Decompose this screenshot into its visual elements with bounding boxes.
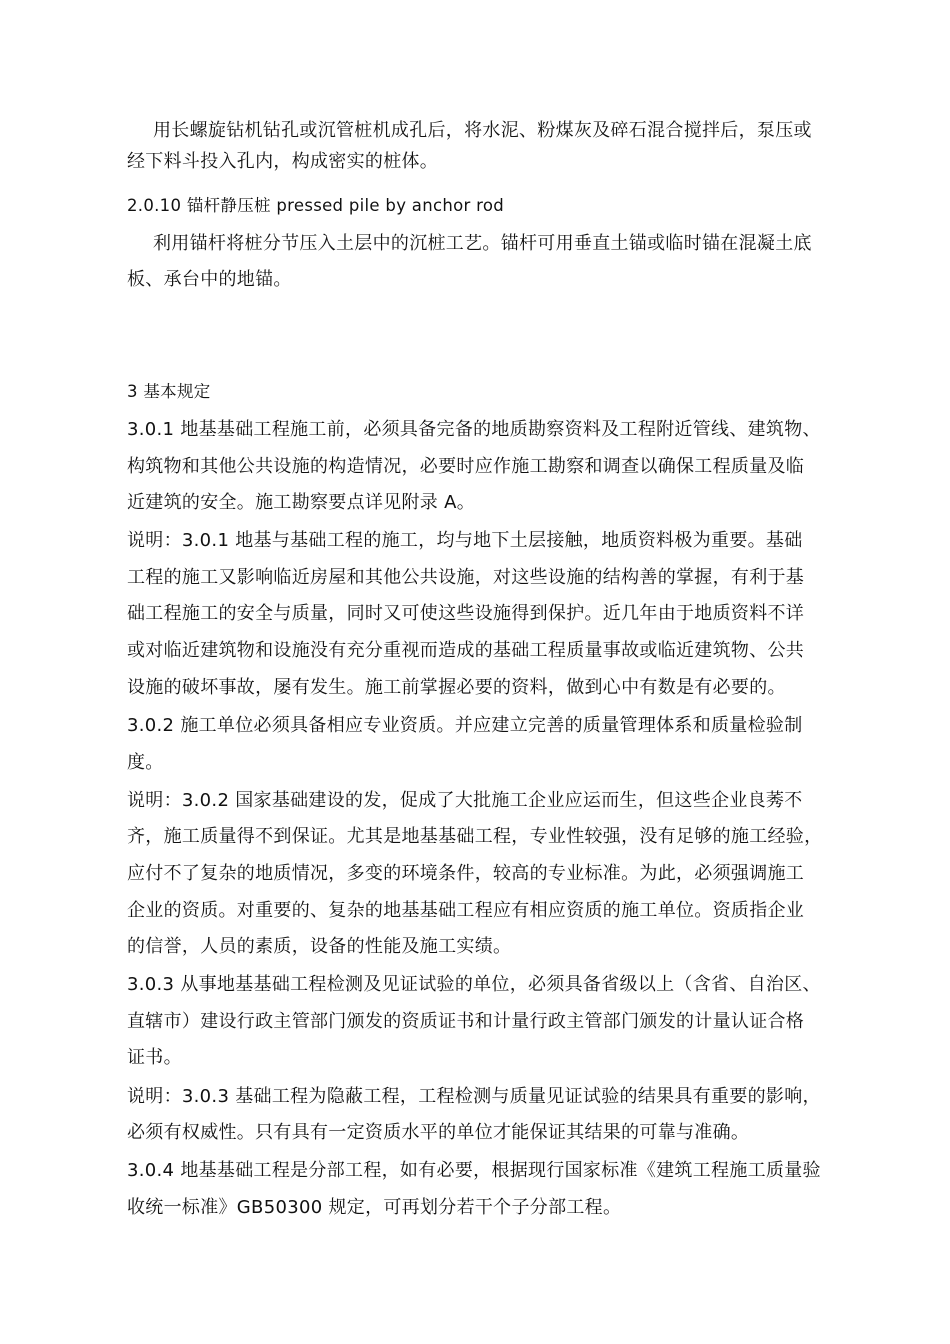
clause-3-0-3: 3.0.3 从事地基基础工程检测及见证试验的单位，必须具备省级以上（含省、自治区、 <box>127 974 821 995</box>
paragraph-line: 近建筑的安全。施工勘察要点详见附录 A。 <box>127 492 476 513</box>
paragraph-line: 应付不了复杂的地质情况，多变的环境条件，较高的专业标准。为此，必须强调施工 <box>127 863 805 884</box>
paragraph-line: 板、承台中的地锚。 <box>127 269 292 290</box>
explanation-3-0-2: 说明：3.0.2 国家基础建设的发，促成了大批施工企业应运而生，但这些企业良莠不 <box>127 790 803 811</box>
explanation-3-0-3: 说明：3.0.3 基础工程为隐蔽工程，工程检测与质量见证试验的结果具有重要的影响， <box>127 1086 821 1107</box>
paragraph-line: 利用锚杆将桩分节压入土层中的沉桩工艺。锚杆可用垂直土锚或临时锚在混凝土底 <box>153 233 812 254</box>
paragraph-line: 证书。 <box>127 1047 182 1068</box>
paragraph-line: 工程的施工又影响临近房屋和其他公共设施，对这些设施的结构善的掌握，有利于基 <box>127 567 805 588</box>
paragraph-line: 用长螺旋钻机钻孔或沉管桩机成孔后，将水泥、粉煤灰及碎石混合搅拌后，泵压或 <box>153 120 812 141</box>
paragraph-line: 度。 <box>127 752 164 773</box>
clause-3-0-4: 3.0.4 地基基础工程是分部工程，如有必要，根据现行国家标准《建筑工程施工质量验 <box>127 1160 821 1181</box>
explanation-3-0-1: 说明：3.0.1 地基与基础工程的施工，均与地下土层接触，地质资料极为重要。基础 <box>127 530 803 551</box>
clause-3-0-2: 3.0.2 施工单位必须具备相应专业资质。并应建立完善的质量管理体系和质量检验制 <box>127 715 803 736</box>
clause-3-0-1: 3.0.1 地基基础工程施工前，必须具备完备的地质勘察资料及工程附近管线、建筑物、 <box>127 419 821 440</box>
paragraph-line: 收统一标准》GB50300 规定，可再划分若干个子分部工程。 <box>127 1197 622 1218</box>
section-heading-3: 3 基本规定 <box>127 382 211 401</box>
paragraph-line: 或对临近建筑物和设施没有充分重视而造成的基础工程质量事故或临近建筑物、公共 <box>127 640 805 661</box>
paragraph-line: 础工程施工的安全与质量，同时又可使这些设施得到保护。近几年由于地质资料不详 <box>127 603 805 624</box>
paragraph-line: 的信誉，人员的素质，设备的性能及施工实绩。 <box>127 936 512 957</box>
paragraph-line: 企业的资质。对重要的、复杂的地基基础工程应有相应资质的施工单位。资质指企业 <box>127 900 805 921</box>
paragraph-line: 齐，施工质量得不到保证。尤其是地基基础工程，专业性较强，没有足够的施工经验， <box>127 826 823 847</box>
paragraph-line: 设施的破坏事故，屡有发生。施工前掌握必要的资料，做到心中有数是有必要的。 <box>127 677 786 698</box>
term-heading-2-0-10: 2.0.10 锚杆静压桩 pressed pile by anchor rod <box>127 196 505 215</box>
paragraph-line: 必须有权威性。只有具有一定资质水平的单位才能保证其结果的可靠与准确。 <box>127 1122 750 1143</box>
paragraph-line: 构筑物和其他公共设施的构造情况，必要时应作施工勘察和调查以确保工程质量及临 <box>127 456 805 477</box>
paragraph-line: 经下料斗投入孔内，构成密实的桩体。 <box>127 151 439 172</box>
paragraph-line: 直辖市）建设行政主管部门颁发的资质证书和计量行政主管部门颁发的计量认证合格 <box>127 1011 805 1032</box>
